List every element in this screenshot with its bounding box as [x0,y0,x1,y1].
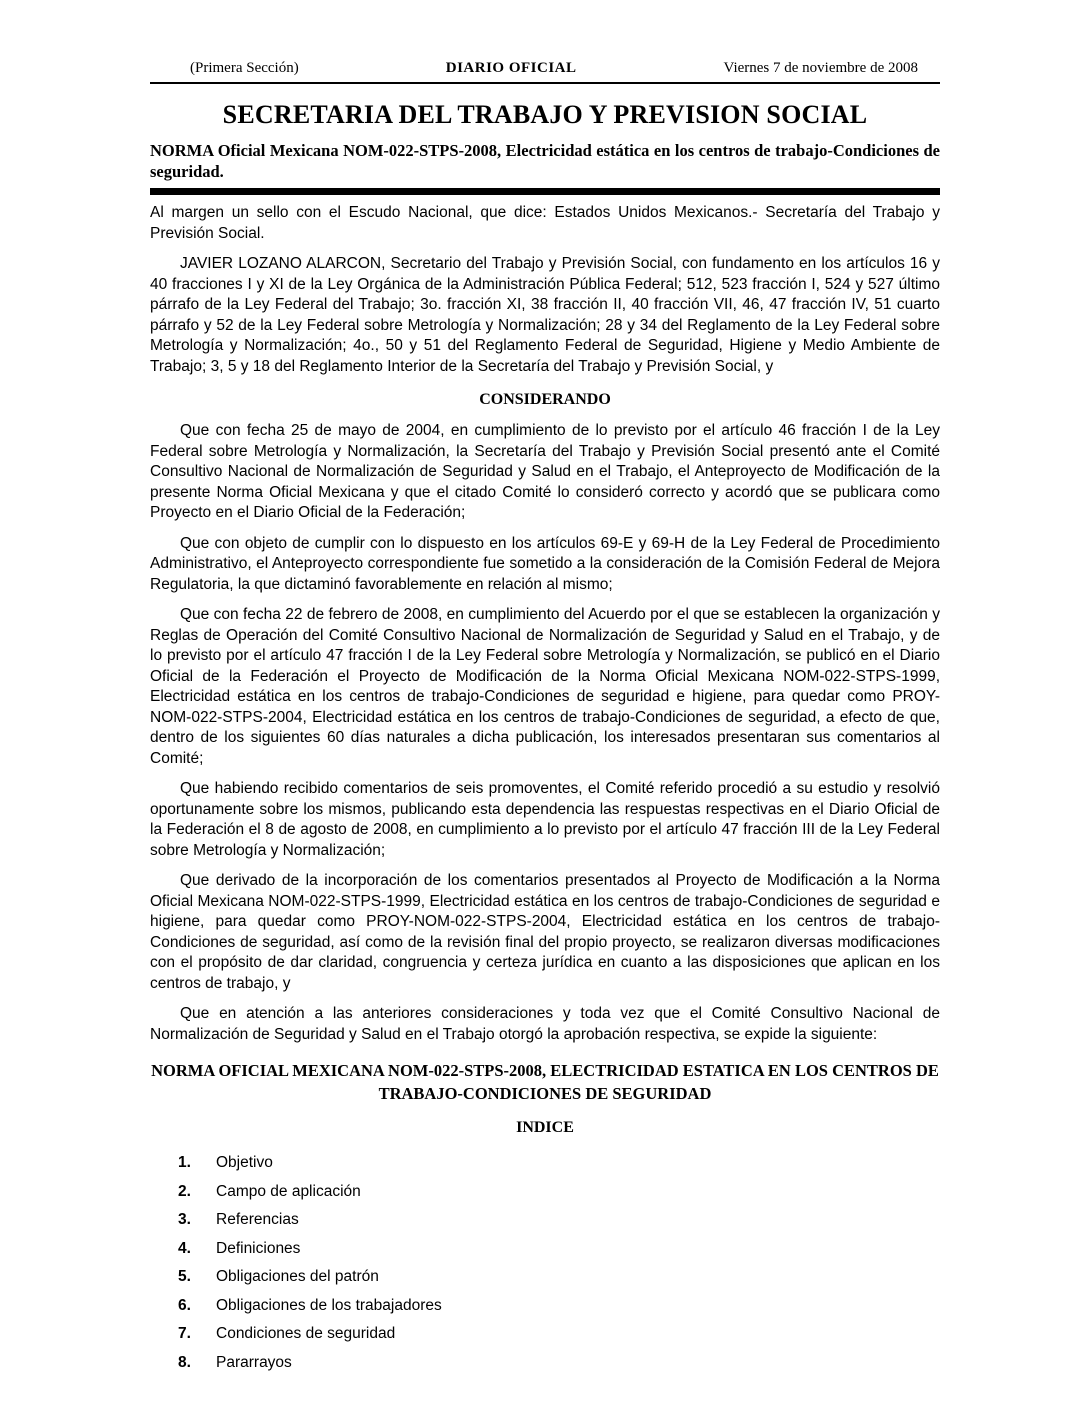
indice-item [178,1210,940,1230]
indice-item-label: Objetivo [216,1154,273,1171]
indice-list [150,1153,940,1373]
indice-item [178,1153,940,1173]
considerando-paragraph-1: Que con fecha 25 de mayo de 2004, en cumplimiento de lo previsto por el artículo 46 fracción I de la Ley Federal sobre Metrología y Normalización, la Secretaría del Trabajo y Previsión Social presentó ante el Comité Consultivo Nacional de Normalización de Seguridad y Salud en el Trabajo, el Anteproyecto de Modificación de la presente Norma Oficial Mexicana y que el citado Comité lo consideró correcto y acordó que se publicara como Proyecto en el Diario Oficial de la Federación; [150,422,940,521]
heading-indice: INDICE [516,1119,574,1136]
indice-item-number: 8. [178,1353,191,1371]
norma-title: NORMA OFICIAL MEXICANA NOM-022-STPS-2008, ELECTRICIDAD ESTATICA EN LOS CENTROS DE TRABAJO-CONDICIONES DE SEGURIDAD [151,1061,939,1103]
indice-item-label: Obligaciones de los trabajadores [216,1296,442,1314]
indice-item-label: Pararrayos [216,1353,292,1371]
header-date: Viernes 7 de noviembre de 2008 [723,60,918,76]
indice-item-number: 3. [178,1211,191,1228]
indice-item-label: Campo de aplicación [216,1182,361,1200]
paragraph-margin-seal: Al margen un sello con el Escudo Nacional, que dice: Estados Unidos Mexicanos.- Secretaría del Trabajo y Previsión Social. [150,204,940,242]
norm-subject-line: NORMA Oficial Mexicana NOM-022-STPS-2008, Electricidad estática en los centros de trabajo-Condiciones de seguridad. [150,141,940,181]
indice-item [178,1239,940,1259]
indice-item [178,1324,940,1344]
considerando-paragraph-6: Que en atención a las anteriores consideraciones y toda vez que el Comité Consultivo Nacional de Normalización de Seguridad y Salud en el Trabajo otorgó la aprobación respectiva, se expide la siguiente: [150,1005,940,1043]
indice-item [178,1182,940,1202]
paragraph-preamble: JAVIER LOZANO ALARCON, Secretario del Trabajo y Previsión Social, con fundamento en los artículos 16 y 40 fracciones I y XI de la Ley Orgánica de la Administración Pública Federal; 512, 523 fracción I, 524 y 527 último párrafo de la Ley Federal del Trabajo; 3o. fracción XI, 38 fracción II, 40 fracción VII, 46, 47 fracción IV, 51 cuarto párrafo y 52 de la Ley Federal sobre Metrología y Normalización; 28 y 34 del Reglamento de la Ley Federal sobre Metrología y Normalización; 4o., 50 y 51 del Reglamento Federal de Seguridad, Higiene y Medio Ambiente de Trabajo; 3, 5 y 18 del Reglamento Interior de la Secretaría del Trabajo y Previsión Social, y [150,255,940,375]
considerando-paragraph-2: Que con objeto de cumplir con lo dispuesto en los artículos 69-E y 69-H de la Ley Federal de Procedimiento Administrativo, el Anteproyecto correspondiente fue sometido a la consideración de la Comisión Federal de Mejora Regulatoria, la que dictaminó favorablemente en relación al mismo; [150,534,940,593]
indice-item [178,1267,940,1287]
considerando-paragraph-4: Que habiendo recibido comentarios de seis promoventes, el Comité referido procedió a su estudio y resolvió oportunamente sobre los mismos, publicando esta dependencia las respuestas respectivas en el Diario Oficial de la Federación el 8 de agosto de 2008, en cumplimiento a lo previsto por el artículo 47 fracción III de la Ley Federal sobre Metrología y Normalización; [150,780,940,859]
indice-item [178,1296,940,1316]
indice-item-label: Definiciones [216,1239,301,1257]
indice-item-number: 7. [178,1325,191,1342]
indice-item-number: 1. [178,1154,191,1171]
indice-item-label: Referencias [216,1211,299,1228]
header-journal-title: DIARIO OFICIAL [445,60,577,76]
considerando-paragraph-5: Que derivado de la incorporación de los comentarios presentados al Proyecto de Modificación a la Norma Oficial Mexicana NOM-022-STPS-1999, Electricidad estática en los centros de trabajo-Condiciones de seguridad e higiene, para quedar como PROY-NOM-022-STPS-2004, Electricidad estática en los centros de trabajo-Condiciones de seguridad, así como de la revisión final del propio proyecto, se realizaron diversas modificaciones con el propósito de dar claridad, congruencia y certeza jurídica en cuanto a las disposiciones que aplican en los centros de trabajo, y [150,872,940,992]
indice-item-number: 5. [178,1268,191,1285]
indice-item-number: 6. [178,1296,191,1314]
indice-item-number: 2. [178,1182,191,1200]
header-section-label: (Primera Sección) [190,60,299,76]
document-title: SECRETARIA DEL TRABAJO Y PREVISION SOCIAL [222,100,868,129]
indice-item-label: Obligaciones del patrón [216,1268,379,1285]
indice-item-number: 4. [178,1239,191,1257]
indice-item-label: Condiciones de seguridad [216,1325,396,1342]
heading-considerando: CONSIDERANDO [479,391,611,408]
indice-item [178,1353,940,1373]
considerando-paragraph-3: Que con fecha 22 de febrero de 2008, en cumplimiento del Acuerdo por el que se establecen la organización y Reglas de Operación del Comité Consultivo Nacional de Normalización de Seguridad y Salud en el Trabajo, y de lo previsto por el artículo 47 fracción I de la Ley Federal sobre Metrología y Normalización, se publicó en el Diario Oficial de la Federación el Proyecto de Modificación de la Norma Oficial Mexicana NOM-022-STPS-1999, Electricidad estática en los centros de trabajo-Condiciones de seguridad e higiene, para quedar como PROY-NOM-022-STPS-2004, Electricidad estática en los centros de trabajo-Condiciones de seguridad, a efecto de que, dentro de los siguientes 60 días naturales a dicha publicación, los interesados presentaran sus comentarios al Comité; [150,606,940,767]
page-header [150,60,940,84]
divider-bar [150,188,940,195]
